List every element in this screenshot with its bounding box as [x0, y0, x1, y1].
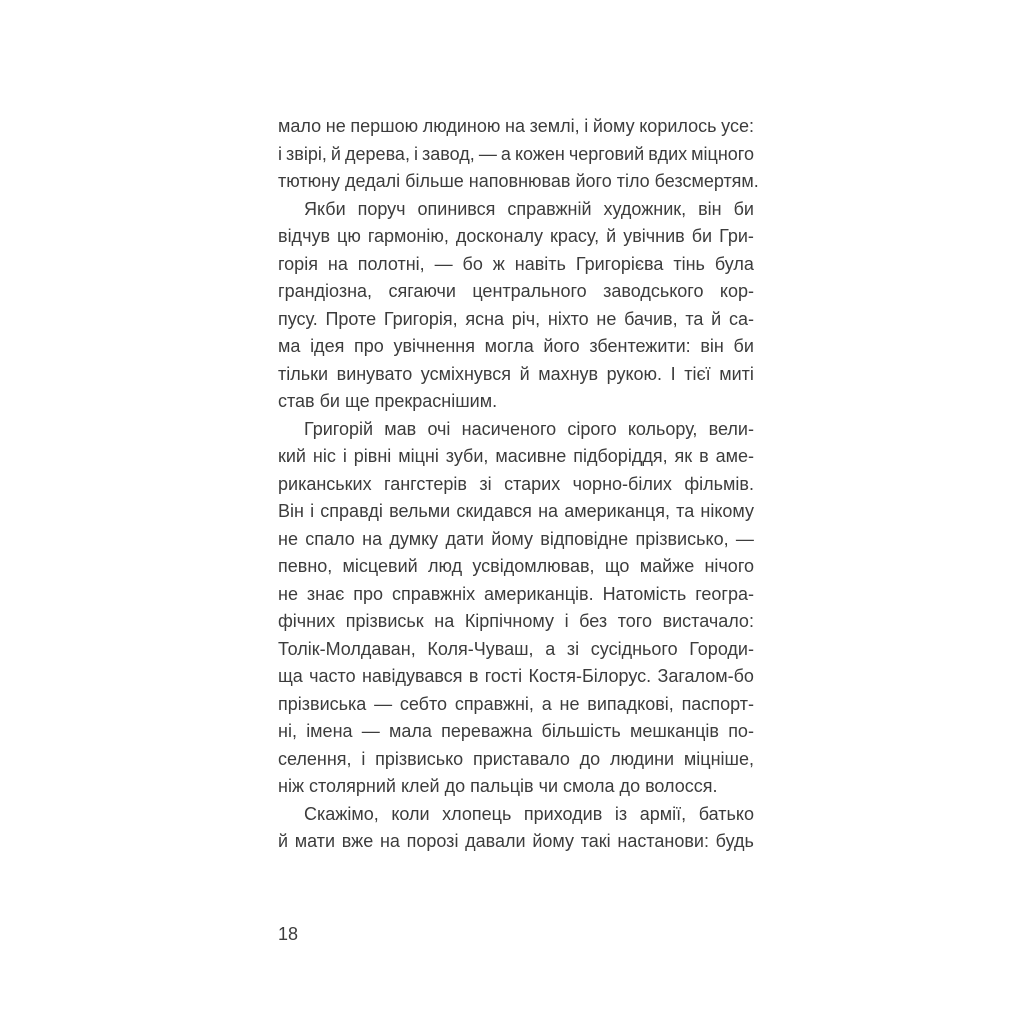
word: чорно-білих [572, 473, 672, 494]
text-line [278, 828, 754, 856]
word: — [735, 528, 754, 549]
word: людиною [422, 116, 501, 136]
word: збентежити: [589, 336, 691, 356]
word: Гри- [719, 226, 754, 246]
word: завод, [422, 143, 475, 164]
word: зуби, [445, 446, 489, 466]
word: ща [278, 666, 303, 686]
text-line [278, 196, 754, 224]
word: більшість [541, 721, 621, 741]
word: риканських [278, 473, 372, 494]
word: та [685, 308, 704, 329]
word: навідувався [361, 666, 463, 686]
word: і [361, 748, 366, 769]
word: і [584, 116, 589, 136]
word: на [327, 253, 348, 274]
word: а [541, 693, 552, 714]
word: І [670, 363, 676, 384]
word: полотні, [357, 253, 425, 274]
word: прізвисько [375, 748, 464, 769]
word: коли [391, 803, 430, 824]
word: себто [399, 693, 448, 714]
word: Коля-Чуваш, [427, 638, 534, 659]
word: старих [504, 473, 561, 494]
word: кий [278, 446, 306, 466]
text-line [278, 581, 754, 609]
word: тільки [278, 363, 329, 384]
word: про [354, 336, 384, 356]
word: того [617, 611, 652, 631]
text-block [278, 113, 759, 856]
text-line [278, 663, 754, 691]
word: не [325, 116, 346, 136]
word: й [519, 363, 530, 384]
word: такі [580, 831, 611, 851]
word: без [579, 611, 608, 631]
word: — [478, 143, 497, 164]
word: на [362, 528, 383, 549]
word: зі [566, 638, 580, 659]
word: часто [309, 666, 356, 686]
word: кор- [719, 281, 754, 301]
word: про [353, 583, 384, 604]
word: Якби [304, 198, 346, 219]
word: фільмів. [684, 473, 754, 494]
word: гості [484, 666, 523, 686]
word: армії, [639, 803, 687, 824]
word: ніс [312, 446, 336, 466]
word: увічнення [393, 336, 475, 356]
word: аме- [715, 446, 754, 466]
word: міцніше, [683, 748, 754, 769]
word: — [434, 253, 453, 274]
text-line: тютюну дедалі більше наповнював його тіло безсмертям. [278, 171, 759, 191]
word: прізвисько, [635, 528, 729, 549]
word: була [714, 253, 754, 274]
word: не [278, 583, 298, 604]
word: би [733, 336, 754, 356]
word: і [564, 611, 569, 631]
word: могла [484, 336, 534, 356]
page-number: 18 [278, 924, 299, 944]
word: він [698, 198, 722, 219]
word: вже [341, 831, 374, 851]
text-line [278, 636, 754, 664]
word: грандіозна, [278, 281, 373, 301]
word: й [330, 143, 341, 164]
word: красу, [549, 226, 600, 246]
word: і [278, 143, 282, 164]
word: скидався [456, 501, 532, 521]
word: й [606, 226, 617, 246]
word: йому [592, 116, 635, 136]
word: а [500, 143, 511, 164]
text-line [278, 471, 754, 499]
word: й [711, 308, 722, 329]
word: міцного [691, 143, 754, 164]
word: а [545, 638, 556, 659]
text-line: ніж столярний клей до пальців чи смола до волосся. [278, 776, 718, 796]
word: усе: [721, 116, 754, 136]
word: винувато [336, 363, 413, 384]
word: мати [294, 831, 336, 851]
word: Костя-Білорус. [528, 666, 652, 686]
text-line [278, 141, 754, 169]
word: спало [305, 528, 355, 549]
word: масивне [495, 446, 567, 466]
word: би [733, 198, 754, 219]
word: поруч [357, 198, 406, 219]
word: зі [479, 473, 492, 494]
word: паспорт- [681, 693, 754, 714]
word: що [604, 556, 630, 576]
word: давали [465, 831, 526, 851]
word: — [361, 721, 380, 741]
word: міцні [398, 446, 439, 466]
text-line [278, 278, 754, 306]
word: горія [278, 253, 318, 274]
word: сірого [567, 418, 617, 439]
word: кожен [514, 143, 565, 164]
word: він [700, 336, 724, 356]
word: прізвиська [278, 693, 367, 714]
word: махнув [538, 363, 599, 384]
word: са- [728, 308, 754, 329]
word: усміхнувся [420, 363, 512, 384]
text-line [278, 498, 754, 526]
word: Проте [325, 308, 377, 329]
word: підборіддя, [573, 446, 668, 466]
word: не [596, 308, 617, 329]
word: Загалом-бо [657, 666, 754, 686]
word: і [310, 501, 315, 521]
text-line [278, 801, 754, 829]
word: Григорій [304, 418, 374, 439]
word: насиченого [461, 418, 557, 439]
word: дерева, [345, 143, 410, 164]
word: першою [350, 116, 419, 136]
word: порозі [406, 831, 459, 851]
word: ні, [278, 721, 297, 741]
word: гангстерів [384, 473, 467, 494]
word: справжніх [391, 583, 476, 604]
word: ма [278, 336, 301, 356]
word: гармонію, [367, 226, 449, 246]
word: бо [462, 253, 483, 274]
word: Толік-Молдаван, [278, 638, 416, 659]
word: — [374, 693, 393, 714]
word: бачив, [624, 308, 678, 329]
word: імена [306, 721, 353, 741]
word: до [579, 748, 601, 769]
word: справжній [507, 198, 592, 219]
word: як [674, 446, 693, 466]
word: корилось [639, 116, 717, 136]
word: на [505, 116, 525, 136]
word: кольору, [627, 418, 698, 439]
word: певно, [278, 556, 333, 576]
text-line [278, 416, 754, 444]
word: нічого [704, 556, 754, 576]
word: ясна [465, 308, 505, 329]
word: ж [492, 253, 505, 274]
word: селення, [278, 748, 352, 769]
word: думку [389, 528, 439, 549]
word: навіть [514, 253, 566, 274]
word: опинився [417, 198, 496, 219]
word: відчув [278, 226, 331, 246]
word: його [543, 336, 580, 356]
word: американців. [484, 583, 594, 604]
text-line [278, 608, 754, 636]
text-line [278, 251, 754, 279]
text-line: став би ще прекраснішим. [278, 391, 498, 411]
word: вели- [708, 418, 754, 439]
word: мало [278, 116, 322, 136]
word: прізвиськ [345, 611, 424, 631]
word: Він [278, 501, 304, 521]
word: сягаючи [388, 281, 456, 301]
word: люд [427, 556, 463, 576]
text-line [278, 113, 754, 141]
word: на [538, 501, 559, 521]
word: центрального [472, 281, 587, 301]
word: по- [728, 721, 754, 741]
word: переважна [441, 721, 533, 741]
word: в [699, 446, 709, 466]
text-line [278, 553, 754, 581]
word: пусу. [278, 308, 318, 329]
word: справжні, [454, 693, 534, 714]
word: Городи- [689, 638, 754, 659]
word: на [434, 611, 455, 631]
word: вельми [389, 501, 451, 521]
word: в [468, 666, 479, 686]
word: майже [639, 556, 695, 576]
word: тінь [673, 253, 705, 274]
text-line [278, 306, 754, 334]
word: й [278, 831, 289, 851]
word: досконалу [455, 226, 543, 246]
word: рівні [353, 446, 392, 466]
word: мав [384, 418, 417, 439]
word: не [278, 528, 298, 549]
word: нікому [700, 501, 754, 521]
word: сусіднього [590, 638, 678, 659]
word: будь [715, 831, 754, 851]
word: вдих [648, 143, 688, 164]
word: миті [719, 363, 754, 384]
word: приходив [523, 803, 603, 824]
word: фічних [278, 611, 336, 631]
word: американця, [564, 501, 670, 521]
word: справді [320, 501, 383, 521]
word: ніхто [547, 308, 589, 329]
word: усвідомлював, [472, 556, 595, 576]
text-line [278, 691, 754, 719]
word: річ, [511, 308, 541, 329]
text-line [278, 526, 754, 554]
word: очі [427, 418, 451, 439]
word: настанови: [617, 831, 709, 851]
text-line [278, 361, 754, 389]
word: Григорієва [575, 253, 664, 274]
text-line [278, 333, 754, 361]
word: геогра- [695, 583, 754, 604]
text-line [278, 746, 754, 774]
word: художник, [603, 198, 687, 219]
word: Скажімо, [304, 803, 379, 824]
word: і [342, 446, 347, 466]
word: приставало [472, 748, 570, 769]
word: увічнив [623, 226, 685, 246]
word: заводського [603, 281, 704, 301]
word: йому [491, 528, 533, 549]
word: із [614, 803, 628, 824]
word: Григорія, [383, 308, 458, 329]
word: мешканців [630, 721, 719, 741]
word: Натомість [602, 583, 687, 604]
word: хлопець [442, 803, 512, 824]
word: не [559, 693, 580, 714]
word: відповідне [540, 528, 629, 549]
word: звірі, [286, 143, 327, 164]
word: черговий [568, 143, 645, 164]
word: тієї [684, 363, 711, 384]
word: йому [532, 831, 574, 851]
word: цю [337, 226, 361, 246]
word: Кірпічному [464, 611, 554, 631]
word: випадкові, [587, 693, 674, 714]
word: знає [306, 583, 345, 604]
word: на [379, 831, 400, 851]
word: би [691, 226, 713, 246]
word: ідея [310, 336, 345, 356]
word: батько [698, 803, 754, 824]
word: мала [389, 721, 432, 741]
word: місцевий [342, 556, 418, 576]
text-line [278, 443, 754, 471]
word: землі, [529, 116, 580, 136]
text-line [278, 223, 754, 251]
word: рукою. [606, 363, 663, 384]
word: та [676, 501, 695, 521]
word: і [414, 143, 418, 164]
word: дати [445, 528, 484, 549]
word: людини [609, 748, 675, 769]
word: вистачало: [662, 611, 754, 631]
text-line [278, 718, 754, 746]
